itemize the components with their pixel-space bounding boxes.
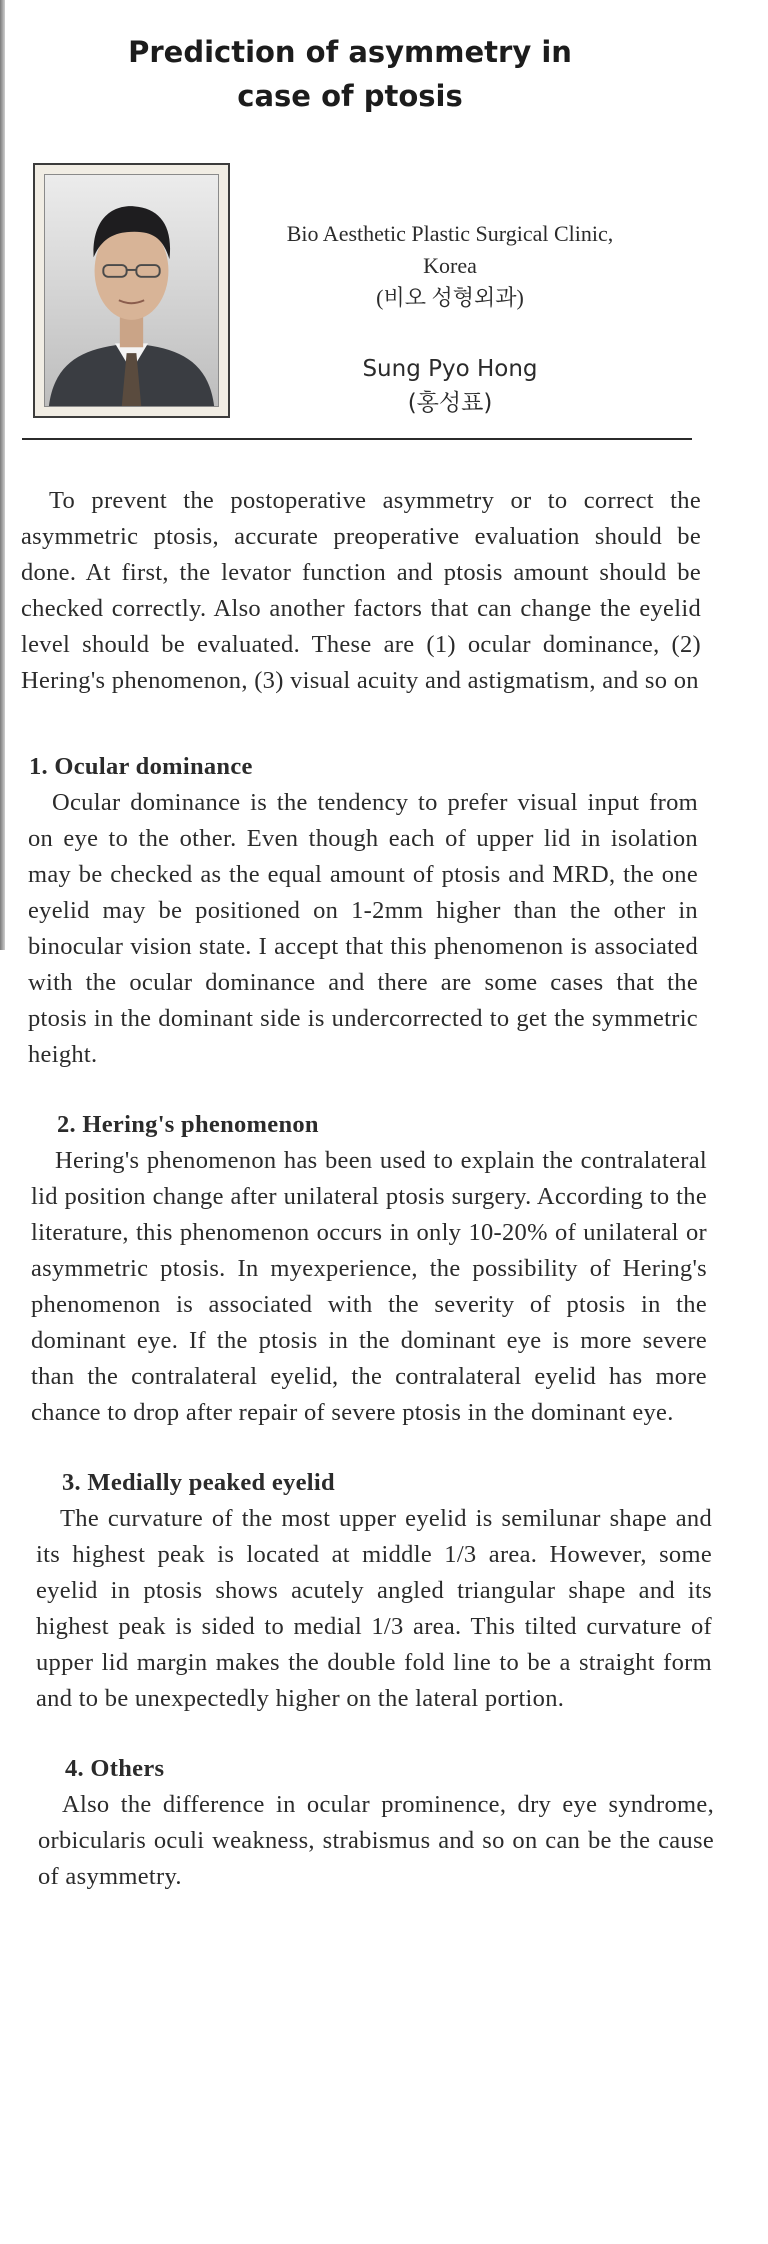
section-ocular-dominance: [0, 749, 768, 1073]
section-heading: 4. Others: [65, 1755, 165, 1782]
author-photo-frame: [33, 163, 230, 418]
author-name: Sung Pyo Hong: [362, 356, 538, 382]
section-medially-peaked-eyelid: [0, 1465, 768, 1717]
section-paragraph: Ocular dominance is the tendency to prefer visual input from on eye to the other. Even though each of upper lid in isolation may be checked as the equal amount of ptosis and MRD, the one eyelid may be positioned on 1-2mm higher than the other in binocular vision state. I accept that this phenomenon is associated with the ocular dominance and there are some cases that the ptosis in the dominant side is undercorrected to get the symmetric height.: [28, 789, 698, 1068]
author-portrait-illustration: [45, 175, 218, 406]
author-name-korean: (홍성표): [407, 390, 493, 416]
article-title: [60, 30, 640, 118]
affiliation-line-2: Korea: [423, 253, 477, 278]
intro-paragraph: To prevent the postoperative asymmetry or to correct the asymmetric ptosis, accurate preoperative evaluation should be done. At first, the levator function and ptosis amount should be checked correctly. Also another factors that can change the eyelid level should be evaluated. These are (1) ocular dominance, (2) Hering's phenomenon, (3) visual acuity and astigmatism, and so on: [21, 487, 701, 694]
header-divider: [22, 438, 692, 440]
title-line-1: Prediction of asymmetry in: [128, 35, 572, 69]
affiliation: [240, 218, 660, 314]
section-heading: 2. Hering's phenomenon: [57, 1111, 319, 1138]
section-heading: 1. Ocular dominance: [29, 753, 253, 780]
title-line-2: case of ptosis: [237, 79, 463, 113]
author-photo: [44, 174, 219, 407]
article-body: [0, 483, 768, 1895]
section-herings-phenomenon: [0, 1107, 768, 1431]
section-paragraph: The curvature of the most upper eyelid is semilunar shape and its highest peak is located at middle 1/3 area. However, some eyelid in ptosis shows acutely angled triangular shape and its highest peak is sided to medial 1/3 area. This tilted curvature of upper lid margin makes the double fold line to be a straight form and to be unexpectedly higher on the lateral portion.: [36, 1505, 712, 1712]
affiliation-line-3: (비오 성형외과): [376, 285, 524, 310]
affiliation-line-1: Bio Aesthetic Plastic Surgical Clinic,: [286, 221, 614, 246]
section-others: [0, 1751, 768, 1895]
section-paragraph: Also the difference in ocular prominence, dry eye syndrome, orbicularis oculi weakness, strabismus and so on can be the cause of asymmetry.: [38, 1791, 714, 1890]
author: [300, 352, 600, 420]
section-paragraph: Hering's phenomenon has been used to explain the contralateral lid position change after unilateral ptosis surgery. According to the literature, this phenomenon occurs in only 10-20% of unilateral or asymmetric ptosis. In myexperience, the possibility of Hering's phenomenon is associated with the severity of ptosis in the dominant eye. If the ptosis in the dominant eye is more severe than the contralateral eyelid, the contralateral eyelid has more chance to drop after repair of severe ptosis in the dominant eye.: [31, 1147, 707, 1426]
section-heading: 3. Medially peaked eyelid: [62, 1469, 335, 1496]
